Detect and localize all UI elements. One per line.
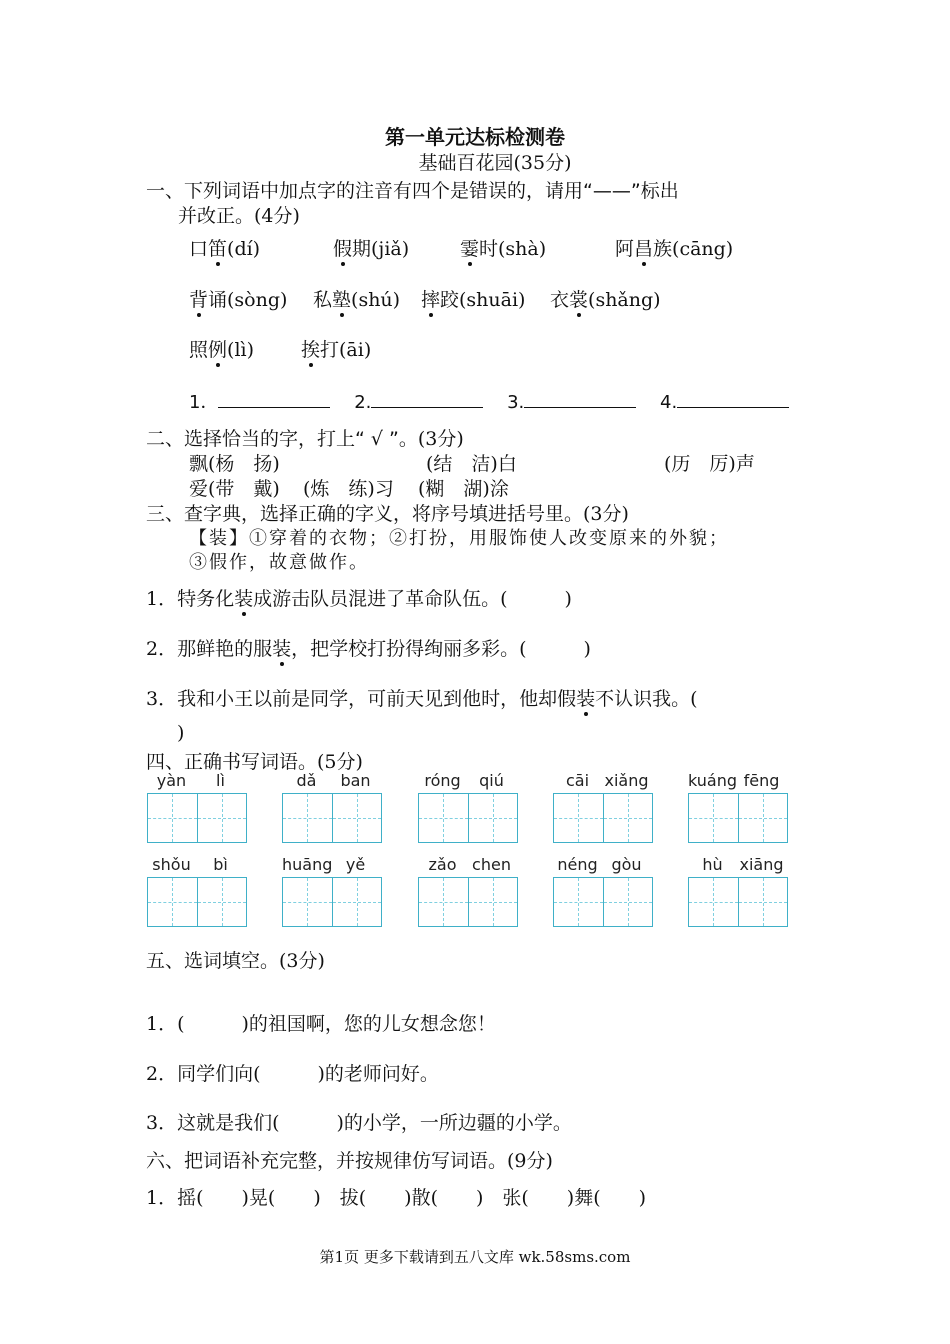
q3-item-3: 3．我和小王以前是同学，可前天见到他时，他却假装不认识我。( [146, 688, 698, 710]
tianzige-cell[interactable] [197, 878, 247, 926]
tianzige-box[interactable] [418, 877, 518, 927]
q1-word[interactable]: 假期(jiǎ) [333, 238, 410, 260]
dotted-char: 假 [333, 238, 353, 260]
tianzige-cell[interactable] [332, 878, 382, 926]
tianzige-cell[interactable] [738, 794, 788, 842]
pinyin-label: cāi [565, 771, 590, 790]
pinyin-label: kuáng [688, 771, 738, 790]
tianzige-box[interactable] [282, 793, 382, 843]
q2-option[interactable]: (炼 练)习 [303, 478, 394, 500]
answer-blank[interactable] [371, 406, 483, 408]
q3-heading: 三、查字典，选择正确的字义，将序号填进括号里。(3分) [146, 503, 629, 525]
pinyin-label: chen [472, 855, 511, 874]
tianzige-cell[interactable] [738, 878, 788, 926]
q1-word[interactable]: 阿昌族(cāng) [615, 238, 734, 260]
tianzige-box[interactable] [688, 877, 788, 927]
tianzige-box[interactable] [282, 877, 382, 927]
tianzige-cell[interactable] [419, 878, 468, 926]
q6-heading: 六、把词语补充完整，并按规律仿写词语。(9分) [146, 1150, 553, 1172]
tianzige-box[interactable] [147, 877, 247, 927]
q2-option[interactable]: (历 厉)声 [664, 453, 755, 475]
tianzige-cell[interactable] [554, 878, 603, 926]
q1-word[interactable]: 衣裳(shǎng) [550, 289, 661, 311]
q1-word[interactable]: 背诵(sòng) [189, 289, 288, 311]
dotted-char: 摔 [421, 289, 441, 311]
q3-item-2: 2．那鲜艳的服装，把学校打扮得绚丽多彩。( ) [146, 638, 591, 660]
pinyin-label: yàn [156, 771, 187, 790]
pinyin-label: fēng [743, 771, 780, 790]
answer-blank[interactable] [218, 406, 330, 408]
pinyin-label: dǎ [296, 771, 317, 790]
q2-option[interactable]: 飘(杨 扬) [189, 453, 280, 475]
q2-option[interactable]: (糊 湖)涂 [418, 478, 509, 500]
tianzige-cell[interactable] [468, 878, 518, 926]
pinyin-label: ban [340, 771, 371, 790]
pinyin-label: gòu [611, 855, 642, 874]
pinyin-label: róng [424, 771, 461, 790]
pinyin-label: huāng [282, 855, 333, 874]
q1-word[interactable]: 霎时(shà) [460, 238, 547, 260]
dotted-char: 笛 [208, 238, 228, 260]
q6-item-1: 1．摇( )晃( ) 拔( )散( ) 张( )舞( ) [146, 1187, 647, 1209]
q4-heading: 四、正确书写词语。(5分) [146, 751, 363, 773]
dotted-char: 挨 [301, 339, 321, 361]
tianzige-cell[interactable] [468, 794, 518, 842]
tianzige-cell[interactable] [554, 794, 603, 842]
page-title: 第一单元达标检测卷 [385, 125, 565, 149]
tianzige-cell[interactable] [603, 878, 653, 926]
tianzige-cell[interactable] [283, 794, 332, 842]
pinyin-label: bì [213, 855, 228, 874]
pinyin-label: shǒu [152, 855, 191, 874]
tianzige-cell[interactable] [148, 878, 197, 926]
answer-blank[interactable] [677, 406, 789, 408]
tianzige-cell[interactable] [603, 794, 653, 842]
tianzige-cell[interactable] [689, 794, 738, 842]
page-subtitle: 基础百花园(35分) [418, 152, 572, 174]
tianzige-box[interactable] [553, 877, 653, 927]
tianzige-box[interactable] [688, 793, 788, 843]
pinyin-label: qiú [479, 771, 504, 790]
q3-definition: 【装】①穿着的衣物；②打扮，用服饰使人改变原来的外貌； [189, 528, 729, 549]
dotted-char: 例 [208, 339, 228, 361]
q1-answer-blanks: 1． 2. 3. 4. [189, 388, 789, 414]
tianzige-cell[interactable] [197, 794, 247, 842]
q5-heading: 五、选词填空。(3分) [146, 950, 325, 972]
tianzige-cell[interactable] [419, 794, 468, 842]
q1-word[interactable]: 私塾(shú) [313, 289, 401, 311]
q1-word[interactable]: 口笛(dí) [189, 238, 261, 260]
page-footer: 第1页 更多下载请到五八文库 wk.58sms.com [319, 1248, 631, 1266]
dotted-char: 背 [189, 289, 209, 311]
tianzige-box[interactable] [418, 793, 518, 843]
q1-heading: 一、下列词语中加点字的注音有四个是错误的，请用“——”标出 [146, 180, 679, 202]
tianzige-box[interactable] [147, 793, 247, 843]
dotted-char: 霎 [460, 238, 480, 260]
q3-definition: ③假作，故意做作。 [189, 552, 369, 573]
pinyin-label: yě [345, 855, 366, 874]
q5-item: 1．( )的祖国啊，您的儿女想念您！ [146, 1013, 496, 1035]
pinyin-label: hù [702, 855, 723, 874]
q1-word[interactable]: 摔跤(shuāi) [421, 289, 526, 311]
answer-blank[interactable] [524, 406, 636, 408]
q2-option[interactable]: 爱(带 戴) [189, 478, 280, 500]
q2-heading: 二、选择恰当的字，打上“ √ ”。(3分) [146, 428, 464, 450]
q1-word[interactable]: 挨打(āi) [301, 339, 372, 361]
pinyin-label: néng [557, 855, 598, 874]
pinyin-label: xiāng [739, 855, 784, 874]
dotted-char: 昌 [634, 238, 654, 260]
tianzige-cell[interactable] [148, 794, 197, 842]
dotted-char: 塾 [332, 289, 352, 311]
q1-heading-line2: 并改正。(4分) [178, 205, 300, 227]
q1-word[interactable]: 照例(lì) [189, 339, 255, 361]
pinyin-label: zǎo [428, 855, 457, 874]
dotted-char: 裳 [569, 289, 589, 311]
pinyin-label: xiǎng [604, 771, 649, 790]
pinyin-label: lì [216, 771, 225, 790]
tianzige-cell[interactable] [283, 878, 332, 926]
q5-item: 2．同学们向( )的老师问好。 [146, 1063, 439, 1085]
q2-option[interactable]: (结 洁)白 [426, 453, 517, 475]
q3-item-1: 1．特务化装成游击队员混进了革命队伍。( ) [146, 588, 572, 610]
tianzige-cell[interactable] [689, 878, 738, 926]
tianzige-box[interactable] [553, 793, 653, 843]
q3-item-3-tail: ) [177, 722, 185, 744]
tianzige-cell[interactable] [332, 794, 382, 842]
q5-item: 3．这就是我们( )的小学，一所边疆的小学。 [146, 1112, 572, 1134]
